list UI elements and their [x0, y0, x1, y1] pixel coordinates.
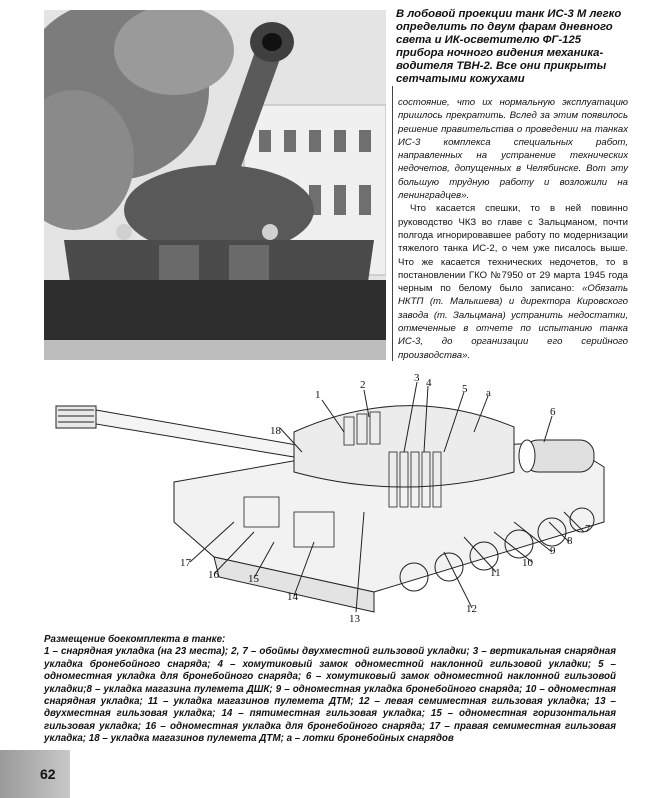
label-3: 3 [414, 372, 420, 384]
page-number-tab [0, 750, 70, 798]
label-5: 5 [462, 383, 468, 395]
label-a: а [486, 387, 491, 399]
label-10: 10 [522, 557, 533, 569]
article-text [398, 96, 628, 362]
label-9: 9 [550, 545, 556, 557]
label-16: 16 [208, 569, 219, 581]
label-2: 2 [360, 379, 366, 391]
label-14: 14 [287, 591, 298, 603]
diagram-legend [44, 634, 616, 746]
label-6: 6 [550, 406, 556, 418]
label-1: 1 [315, 389, 321, 401]
ammo-layout-drawing [44, 372, 624, 632]
label-4: 4 [426, 377, 432, 389]
paragraph-1: состояние, что их нормальную эксплуатацию пришлось прекратить. Вслед за этим появилось решение правительства о проведении на танках ИС-3 комплекса специальных работ, направленных на устранение технических недочетов, допущенных в Челябинске. Вот эту большую трудную работу и возложили на ленинградцев». [398, 97, 628, 202]
label-15: 15 [248, 573, 259, 585]
paragraph-2-quote: «Обязать НКТП (т. Малышева) и директора Кировского завода (т. Зальцмана) устранить недостатки, отмеченные в отчете по испытанию танка ИС-3, до организации его серийного производства». [398, 283, 628, 361]
page-number: 62 [40, 766, 56, 782]
label-17: 17 [180, 557, 191, 569]
label-8: 8 [567, 535, 573, 547]
label-12: 12 [466, 603, 477, 615]
legend-title: Размещение боекомплекта в танке: [44, 634, 226, 645]
label-11: 11 [490, 567, 501, 579]
paragraph-2-text: Что касается спешки, то в ней повинно руководство ЧКЗ во главе с Зальцманом, почти полгода игнорировавшее работу по модернизации тяжелого танка ИС-2, о чем уже писалось выше. Что же касается технических недочетов, то в постановлении ГКО №7950 от 29 марта 1945 года черным по белому было записано: [398, 203, 628, 295]
column-divider [392, 86, 393, 361]
photo-caption: В лобовой проекции танк ИС-3 М легко определить по двум фарам дневного света и ИК-осветителю ФГ-125 прибора ночного видения механика-водителя ТВН-2. Все они прикрыты сетчатыми кожухами [396, 8, 622, 85]
legend-text: 1 – снарядная укладка (на 23 места); 2, 7 – обоймы двухместной гильзовой укладки; 3 – вертикальная снарядная укладка бронебойного снаряда; 4 – хомутиковый замок одноместной наклонной гильзовой укладки; 5 – одноместная укладка для бронебойного снаряда; 6 – хомутиковый замок одноместной наклонной гильзовой укладки;8 – укладка магазина пулемета ДШК; 9 – одноместная укладка бронебойного снаряда; 10 – одноместная снарядная укладка; 11 – укладка магазинов пулемета ДТМ; 12 – левая семиместная гильзовая укладка; 13 – двухместная гильзовая укладка; 14 – пятиместная гильзовая укладка; 15 – одноместная горизонтальная гильзовая укладка; 16 – одноместная укладка для бронебойного снаряда; 17 – правая семиместная гильзовая укладка; 18 – укладка магазинов пулемета ДТМ; а – лотки бронебойных снарядов [44, 646, 616, 745]
label-13: 13 [349, 613, 360, 625]
tank-photo [44, 10, 386, 360]
label-18: 18 [270, 425, 281, 437]
paragraph-2 [398, 202, 628, 362]
label-7: 7 [585, 523, 591, 535]
